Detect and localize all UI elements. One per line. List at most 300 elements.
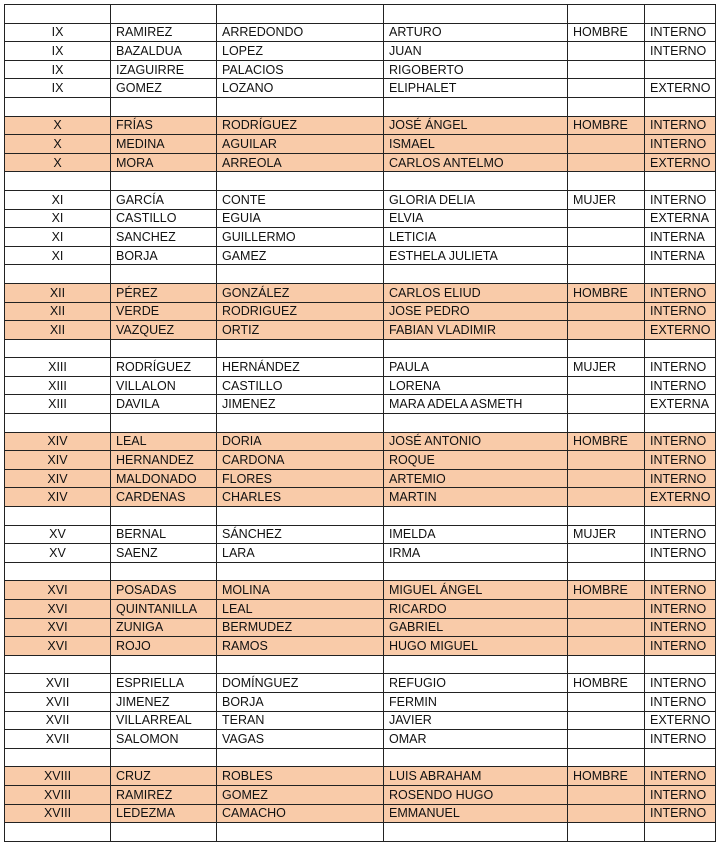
table-row [5,767,716,786]
type-cell: INTERNO [645,525,716,544]
table-row [5,321,716,340]
paternal-surname-cell: BERNAL [111,525,217,544]
paternal-surname-cell: SANCHEZ [111,228,217,247]
given-names-cell: JOSÉ ANTONIO [384,432,568,451]
given-names-cell [384,339,568,358]
given-names-cell: JAVIER [384,711,568,730]
district-cell [5,748,111,767]
gender-cell: HOMBRE [568,23,645,42]
paternal-surname-cell: JIMENEZ [111,692,217,711]
gender-cell [568,804,645,823]
given-names-cell [384,97,568,116]
given-names-cell: LUIS ABRAHAM [384,767,568,786]
table-row [5,730,716,749]
gender-cell [568,414,645,433]
table-row [5,228,716,247]
paternal-surname-cell: VERDE [111,302,217,321]
maternal-surname-cell [217,97,384,116]
given-names-cell: ROSENDO HUGO [384,785,568,804]
maternal-surname-cell: LARA [217,544,384,563]
table-row [5,302,716,321]
maternal-surname-cell: RAMOS [217,637,384,656]
district-cell: XVI [5,581,111,600]
paternal-surname-cell [111,339,217,358]
given-names-cell: JOSÉ ÁNGEL [384,116,568,135]
district-cell [5,265,111,284]
type-cell: INTERNO [645,469,716,488]
given-names-cell: HUGO MIGUEL [384,637,568,656]
maternal-surname-cell: LOPEZ [217,42,384,61]
roster-table-body [5,5,716,842]
table-row [5,432,716,451]
district-cell [5,507,111,526]
maternal-surname-cell: CONTE [217,190,384,209]
district-cell: XVII [5,711,111,730]
given-names-cell: CARLOS ELIUD [384,283,568,302]
maternal-surname-cell [217,655,384,674]
district-cell: IX [5,79,111,98]
given-names-cell [384,265,568,284]
table-row [5,116,716,135]
maternal-surname-cell: CHARLES [217,488,384,507]
spacer-row [5,562,716,581]
given-names-cell: LORENA [384,376,568,395]
given-names-cell: ARTEMIO [384,469,568,488]
gender-cell [568,228,645,247]
paternal-surname-cell: ROJO [111,637,217,656]
paternal-surname-cell [111,507,217,526]
given-names-cell: ESTHELA JULIETA [384,246,568,265]
table-row [5,525,716,544]
spacer-row [5,339,716,358]
gender-cell: HOMBRE [568,674,645,693]
maternal-surname-cell: AGUILAR [217,135,384,154]
maternal-surname-cell: RODRIGUEZ [217,302,384,321]
gender-cell: MUJER [568,190,645,209]
table-row [5,451,716,470]
maternal-surname-cell: RODRÍGUEZ [217,116,384,135]
district-cell: XIV [5,488,111,507]
type-cell [645,414,716,433]
given-names-cell: RIGOBERTO [384,60,568,79]
given-names-cell [384,5,568,24]
maternal-surname-cell: ROBLES [217,767,384,786]
table-row [5,469,716,488]
maternal-surname-cell [217,507,384,526]
gender-cell [568,488,645,507]
paternal-surname-cell: DAVILA [111,395,217,414]
maternal-surname-cell: ARREDONDO [217,23,384,42]
district-cell: X [5,153,111,172]
given-names-cell: ELVIA [384,209,568,228]
maternal-surname-cell: ORTIZ [217,321,384,340]
paternal-surname-cell: GOMEZ [111,79,217,98]
given-names-cell: PAULA [384,358,568,377]
gender-cell: HOMBRE [568,283,645,302]
gender-cell [568,469,645,488]
district-cell: XV [5,525,111,544]
gender-cell [568,246,645,265]
given-names-cell [384,748,568,767]
gender-cell [568,135,645,154]
given-names-cell: IRMA [384,544,568,563]
paternal-surname-cell: SAENZ [111,544,217,563]
type-cell [645,339,716,358]
district-cell [5,97,111,116]
type-cell [645,507,716,526]
maternal-surname-cell: LEAL [217,600,384,619]
table-row [5,358,716,377]
type-cell: INTERNO [645,116,716,135]
type-cell: EXTERNA [645,395,716,414]
paternal-surname-cell [111,172,217,191]
type-cell: EXTERNO [645,711,716,730]
district-cell: XIV [5,451,111,470]
district-cell: XIII [5,395,111,414]
type-cell: INTERNO [645,581,716,600]
district-cell [5,823,111,842]
given-names-cell: JUAN [384,42,568,61]
gender-cell [568,562,645,581]
paternal-surname-cell: SALOMON [111,730,217,749]
maternal-surname-cell [217,265,384,284]
maternal-surname-cell: GOMEZ [217,785,384,804]
paternal-surname-cell: PÉREZ [111,283,217,302]
type-cell [645,655,716,674]
district-cell: XI [5,190,111,209]
roster-table [4,4,716,842]
paternal-surname-cell [111,265,217,284]
paternal-surname-cell: FRÍAS [111,116,217,135]
maternal-surname-cell [217,823,384,842]
maternal-surname-cell: TERAN [217,711,384,730]
district-cell [5,172,111,191]
gender-cell [568,209,645,228]
paternal-surname-cell: IZAGUIRRE [111,60,217,79]
gender-cell [568,507,645,526]
paternal-surname-cell [111,748,217,767]
maternal-surname-cell: CAMACHO [217,804,384,823]
given-names-cell: ELIPHALET [384,79,568,98]
gender-cell [568,153,645,172]
table-row [5,135,716,154]
paternal-surname-cell: VAZQUEZ [111,321,217,340]
spacer-row [5,5,716,24]
district-cell: IX [5,60,111,79]
maternal-surname-cell: GUILLERMO [217,228,384,247]
district-cell: XI [5,209,111,228]
maternal-surname-cell [217,748,384,767]
type-cell: EXTERNO [645,488,716,507]
type-cell: INTERNO [645,358,716,377]
table-row [5,23,716,42]
district-cell: XVII [5,730,111,749]
paternal-surname-cell: LEAL [111,432,217,451]
maternal-surname-cell: MOLINA [217,581,384,600]
district-cell: XVIII [5,767,111,786]
paternal-surname-cell: QUINTANILLA [111,600,217,619]
type-cell: INTERNO [645,135,716,154]
type-cell: INTERNO [645,283,716,302]
district-cell: XVI [5,618,111,637]
given-names-cell: GABRIEL [384,618,568,637]
type-cell [645,60,716,79]
gender-cell [568,692,645,711]
paternal-surname-cell [111,823,217,842]
type-cell: INTERNO [645,618,716,637]
table-row [5,79,716,98]
gender-cell [568,823,645,842]
table-row [5,395,716,414]
type-cell: INTERNO [645,544,716,563]
paternal-surname-cell: LEDEZMA [111,804,217,823]
gender-cell [568,748,645,767]
paternal-surname-cell: RODRÍGUEZ [111,358,217,377]
table-row [5,209,716,228]
table-row [5,246,716,265]
type-cell: INTERNO [645,432,716,451]
given-names-cell: RICARDO [384,600,568,619]
paternal-surname-cell: ZUNIGA [111,618,217,637]
gender-cell [568,60,645,79]
maternal-surname-cell: GONZÁLEZ [217,283,384,302]
table-row [5,692,716,711]
district-cell [5,339,111,358]
district-cell: XVIII [5,804,111,823]
table-row [5,153,716,172]
table-row [5,283,716,302]
paternal-surname-cell [111,562,217,581]
paternal-surname-cell: BORJA [111,246,217,265]
maternal-surname-cell: CASTILLO [217,376,384,395]
gender-cell [568,544,645,563]
spacer-row [5,507,716,526]
maternal-surname-cell: LOZANO [217,79,384,98]
type-cell [645,823,716,842]
gender-cell [568,785,645,804]
paternal-surname-cell: VILLARREAL [111,711,217,730]
gender-cell [568,618,645,637]
table-row [5,190,716,209]
maternal-surname-cell: PALACIOS [217,60,384,79]
paternal-surname-cell [111,97,217,116]
gender-cell [568,711,645,730]
given-names-cell [384,414,568,433]
gender-cell [568,5,645,24]
maternal-surname-cell: SÁNCHEZ [217,525,384,544]
gender-cell: HOMBRE [568,581,645,600]
district-cell: XVI [5,637,111,656]
district-cell: XIII [5,376,111,395]
table-row [5,637,716,656]
gender-cell [568,637,645,656]
gender-cell: MUJER [568,525,645,544]
given-names-cell: REFUGIO [384,674,568,693]
given-names-cell: MARTIN [384,488,568,507]
maternal-surname-cell: VAGAS [217,730,384,749]
gender-cell [568,321,645,340]
type-cell: INTERNO [645,42,716,61]
paternal-surname-cell [111,414,217,433]
table-row [5,711,716,730]
district-cell: XVIII [5,785,111,804]
gender-cell [568,302,645,321]
type-cell [645,265,716,284]
spacer-row [5,265,716,284]
table-row [5,42,716,61]
type-cell: INTERNO [645,730,716,749]
paternal-surname-cell: CRUZ [111,767,217,786]
given-names-cell: OMAR [384,730,568,749]
type-cell: INTERNO [645,302,716,321]
district-cell: XVII [5,674,111,693]
type-cell: INTERNO [645,637,716,656]
paternal-surname-cell: GARCÍA [111,190,217,209]
spacer-row [5,823,716,842]
maternal-surname-cell: BERMUDEZ [217,618,384,637]
gender-cell [568,600,645,619]
type-cell: INTERNA [645,246,716,265]
table-row [5,581,716,600]
type-cell [645,748,716,767]
spacer-row [5,655,716,674]
type-cell [645,97,716,116]
table-row [5,600,716,619]
paternal-surname-cell: MORA [111,153,217,172]
type-cell: INTERNO [645,190,716,209]
maternal-surname-cell: FLORES [217,469,384,488]
gender-cell: HOMBRE [568,767,645,786]
gender-cell [568,42,645,61]
given-names-cell: LETICIA [384,228,568,247]
paternal-surname-cell: MEDINA [111,135,217,154]
paternal-surname-cell: CASTILLO [111,209,217,228]
type-cell: EXTERNO [645,79,716,98]
type-cell: INTERNO [645,23,716,42]
spacer-row [5,172,716,191]
gender-cell: MUJER [568,358,645,377]
maternal-surname-cell: JIMENEZ [217,395,384,414]
table-row [5,804,716,823]
given-names-cell [384,823,568,842]
gender-cell [568,172,645,191]
paternal-surname-cell: HERNANDEZ [111,451,217,470]
maternal-surname-cell: HERNÁNDEZ [217,358,384,377]
given-names-cell: CARLOS ANTELMO [384,153,568,172]
gender-cell [568,655,645,674]
gender-cell [568,376,645,395]
given-names-cell: ISMAEL [384,135,568,154]
given-names-cell [384,562,568,581]
table-row [5,376,716,395]
district-cell: XIV [5,469,111,488]
type-cell: EXTERNA [645,209,716,228]
gender-cell [568,265,645,284]
district-cell: XI [5,228,111,247]
spacer-row [5,748,716,767]
district-cell: XIII [5,358,111,377]
district-cell [5,414,111,433]
type-cell: INTERNO [645,692,716,711]
district-cell: XII [5,321,111,340]
maternal-surname-cell [217,172,384,191]
gender-cell [568,730,645,749]
maternal-surname-cell: ARREOLA [217,153,384,172]
district-cell: XIV [5,432,111,451]
district-cell: IX [5,42,111,61]
paternal-surname-cell: BAZALDUA [111,42,217,61]
gender-cell [568,97,645,116]
paternal-surname-cell: RAMIREZ [111,23,217,42]
gender-cell [568,451,645,470]
gender-cell [568,339,645,358]
given-names-cell [384,172,568,191]
type-cell: INTERNA [645,228,716,247]
paternal-surname-cell [111,5,217,24]
type-cell [645,562,716,581]
type-cell: INTERNO [645,767,716,786]
district-cell: XV [5,544,111,563]
district-cell: XII [5,302,111,321]
spacer-row [5,414,716,433]
given-names-cell: IMELDA [384,525,568,544]
district-cell: XVI [5,600,111,619]
district-cell: XI [5,246,111,265]
maternal-surname-cell: CARDONA [217,451,384,470]
type-cell [645,172,716,191]
table-row [5,674,716,693]
maternal-surname-cell [217,5,384,24]
given-names-cell: MARA ADELA ASMETH [384,395,568,414]
table-row [5,785,716,804]
spacer-row [5,97,716,116]
maternal-surname-cell: BORJA [217,692,384,711]
district-cell: XVII [5,692,111,711]
gender-cell: HOMBRE [568,116,645,135]
type-cell: INTERNO [645,785,716,804]
given-names-cell: GLORIA DELIA [384,190,568,209]
district-cell [5,5,111,24]
given-names-cell: ARTURO [384,23,568,42]
maternal-surname-cell [217,414,384,433]
table-row [5,618,716,637]
type-cell: INTERNO [645,451,716,470]
paternal-surname-cell: CARDENAS [111,488,217,507]
paternal-surname-cell: MALDONADO [111,469,217,488]
paternal-surname-cell: POSADAS [111,581,217,600]
paternal-surname-cell: RAMIREZ [111,785,217,804]
type-cell: INTERNO [645,804,716,823]
given-names-cell: JOSE PEDRO [384,302,568,321]
district-cell [5,655,111,674]
given-names-cell: ROQUE [384,451,568,470]
table-row [5,488,716,507]
paternal-surname-cell: ESPRIELLA [111,674,217,693]
type-cell: INTERNO [645,600,716,619]
gender-cell [568,395,645,414]
paternal-surname-cell: VILLALON [111,376,217,395]
given-names-cell: FABIAN VLADIMIR [384,321,568,340]
district-cell: X [5,116,111,135]
given-names-cell: MIGUEL ÁNGEL [384,581,568,600]
district-cell [5,562,111,581]
given-names-cell: EMMANUEL [384,804,568,823]
type-cell: EXTERNO [645,321,716,340]
district-cell: X [5,135,111,154]
maternal-surname-cell: GAMEZ [217,246,384,265]
maternal-surname-cell: EGUIA [217,209,384,228]
type-cell: INTERNO [645,674,716,693]
